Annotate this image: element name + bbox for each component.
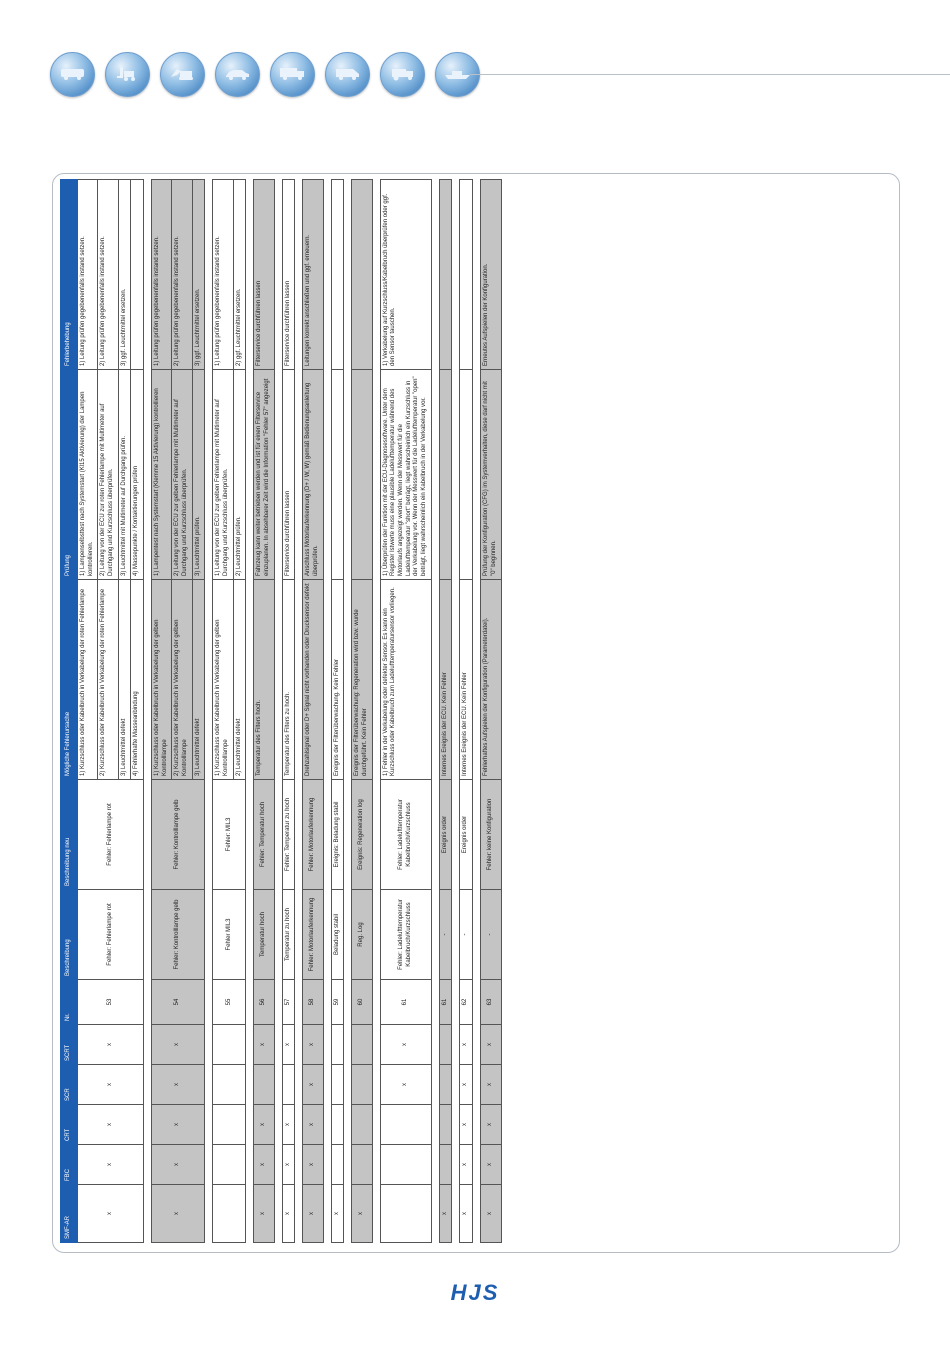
mark-samfar: x — [481, 1185, 501, 1243]
mark-samfar: x — [439, 1185, 452, 1243]
cell-behebung: Filterservice durchführen lassen — [282, 180, 295, 370]
spacer-cell — [431, 180, 439, 1243]
mark-scr — [331, 1065, 344, 1105]
mark-fbc: x — [254, 1145, 274, 1185]
error-description-new: Fehler: Temperatur zu hoch — [282, 780, 295, 890]
error-description: - — [460, 890, 473, 980]
error-number: 53 — [78, 980, 144, 1025]
cell-behebung — [439, 180, 452, 370]
cell-behebung: Erneutes Aufspielen der Konfiguration. — [481, 180, 501, 370]
table-row — [331, 180, 344, 1243]
spacer-cell — [473, 180, 481, 1243]
error-number: 62 — [460, 980, 473, 1025]
error-description-new: Ereignis order — [439, 780, 452, 890]
mark-samfar: x — [78, 1185, 144, 1243]
table-row — [481, 180, 501, 1243]
group-spacer — [295, 180, 303, 1243]
error-description-new: Ereignis order — [460, 780, 473, 890]
mark-crt — [331, 1105, 344, 1145]
error-number: 58 — [303, 980, 323, 1025]
col-header-crt: CRT — [61, 1105, 78, 1145]
mark-scrt: x — [460, 1025, 473, 1065]
table-header-row — [61, 180, 78, 1243]
table-row — [213, 180, 233, 1243]
group-spacer — [372, 180, 380, 1243]
mark-scrt: x — [152, 1025, 205, 1065]
mark-scrt — [213, 1025, 246, 1065]
mark-fbc — [439, 1145, 452, 1185]
cell-ursache: Internes Ereignis der ECU. Kein Fehler — [460, 580, 473, 780]
mark-crt: x — [254, 1105, 274, 1145]
spacer-cell — [452, 180, 460, 1243]
mark-samfar: x — [331, 1185, 344, 1243]
mark-samfar: x — [282, 1185, 295, 1243]
error-description-new: Fehler: Fehlerlampe rot — [78, 780, 144, 890]
cell-pruefung — [439, 370, 452, 580]
mark-fbc — [380, 1145, 431, 1185]
error-description: Fehler: Motorlauferkennung — [303, 890, 323, 980]
table-row — [282, 180, 295, 1243]
cell-ursache: 3) Leuchtmittel defekt — [192, 580, 205, 780]
cell-pruefung: 3) Leuchtmittel prüfen. — [192, 370, 205, 580]
group-spacer — [323, 180, 331, 1243]
table-row — [152, 180, 172, 1243]
cell-behebung: 3) ggf. Leuchtmittel ersetzen. — [118, 180, 131, 370]
group-spacer — [274, 180, 282, 1243]
error-number: 60 — [352, 980, 372, 1025]
mark-crt — [352, 1105, 372, 1145]
error-description-new: Fehler: Ladelufttemperatur Kabelbruch/Kurzschluss — [380, 780, 431, 890]
mark-scrt: x — [481, 1025, 501, 1065]
cell-behebung — [331, 180, 344, 370]
mark-crt — [213, 1105, 246, 1145]
mark-scr: x — [78, 1065, 144, 1105]
cell-ursache: Ereignis der Filterüberwachung: Regeneration wird bzw. wurde durchgeführt. Kein Fehler — [352, 580, 372, 780]
mark-fbc: x — [460, 1145, 473, 1185]
error-table-rotated — [60, 180, 706, 1243]
error-description-new: Fehler: keine Konfiguration — [481, 780, 501, 890]
cell-pruefung: 4) Massepunkte / Kontaktierungen prüfen — [131, 370, 144, 580]
error-description-new: Ereignis: Beladung stabil — [331, 780, 344, 890]
mark-scr: x — [152, 1065, 205, 1105]
spacer-cell — [205, 180, 213, 1243]
error-number: 54 — [152, 980, 205, 1025]
cell-behebung — [131, 180, 144, 370]
mark-samfar — [213, 1185, 246, 1243]
cell-pruefung: Anschluss Motorlauferkennung (D+ / W, W) gemäß Bedienungsanleitung überprüfen. — [303, 370, 323, 580]
mark-scrt — [439, 1025, 452, 1065]
cell-behebung: Filterservice durchführen lassen — [254, 180, 274, 370]
cell-pruefung: Prüfung der Konfiguration (CFG) im Systemverhalten, diese darf nicht mit "0" beginnen. — [481, 370, 501, 580]
table-row — [254, 180, 274, 1243]
error-number: 56 — [254, 980, 274, 1025]
mark-crt: x — [481, 1105, 501, 1145]
mark-scrt — [331, 1025, 344, 1065]
mark-fbc: x — [282, 1145, 295, 1185]
cell-pruefung: 1) Lampenselbsttest nach Systemstart (Kl15 Aktivierung) der Lampen kontrollieren. — [78, 370, 98, 580]
tractor-icon — [380, 52, 425, 97]
cell-behebung — [352, 180, 372, 370]
error-number: 61 — [439, 980, 452, 1025]
col-header-nr: Nr. — [61, 980, 78, 1025]
mark-scrt: x — [78, 1025, 144, 1065]
cell-behebung: 1) Leitung prüfen gegebenenfalls instand setzen. — [152, 180, 172, 370]
table-row — [352, 180, 372, 1243]
cell-pruefung — [460, 370, 473, 580]
error-description: Temperatur zu hoch — [282, 890, 295, 980]
mark-scr — [352, 1065, 372, 1105]
hjs-logo — [430, 1280, 520, 1309]
cell-ursache: 2) Kurzschluss oder Kabelbruch in Verkabelung der roten Fehlerlampe — [98, 580, 118, 780]
mark-scr — [254, 1065, 274, 1105]
spacer-cell — [274, 180, 282, 1243]
error-description: - — [439, 890, 452, 980]
cell-behebung — [460, 180, 473, 370]
cell-pruefung: 1) Leitung von der ECU zur gelben Fehlerlampe mit Multimeter auf Durchgang und Kurzschluss überprüfen. — [213, 370, 233, 580]
header-rule — [470, 74, 950, 75]
mark-fbc: x — [152, 1145, 205, 1185]
mark-samfar: x — [460, 1185, 473, 1243]
error-description: Fehler MIL3 — [213, 890, 246, 980]
cell-behebung: 3) ggf. Leuchtmittel ersetzen. — [192, 180, 205, 370]
group-spacer — [452, 180, 460, 1243]
cell-ursache: Temperatur des Filters zu hoch. — [282, 580, 295, 780]
spacer-cell — [295, 180, 303, 1243]
error-description: Temperatur hoch — [254, 890, 274, 980]
error-description: Fehler: Ladelufttemperatur Kabelbruch/Kurzschluss — [380, 890, 431, 980]
mark-scr — [282, 1065, 295, 1105]
cell-pruefung: Filterservice durchführen lassen — [282, 370, 295, 580]
error-description: Beladung stabil — [331, 890, 344, 980]
truck-icon — [270, 52, 315, 97]
mark-scr: x — [303, 1065, 323, 1105]
cell-ursache: Ereignis der Filterüberwachung. Kein Fehler — [331, 580, 344, 780]
error-number: 55 — [213, 980, 246, 1025]
error-number: 63 — [481, 980, 501, 1025]
vehicle-icon-strip — [50, 52, 480, 97]
table-row — [439, 180, 452, 1243]
cell-behebung: Leitungen korrekt anschließen und ggf. erneuern. — [303, 180, 323, 370]
col-header-ursache: Mögliche Fehlerursache — [61, 580, 78, 780]
cell-behebung: 2) Leitung prüfen gegebenenfalls instand setzen. — [172, 180, 192, 370]
col-header-beschreibung: Beschreibung — [61, 890, 78, 980]
cell-ursache: 1) Kurzschluss oder Kabelbruch in Verkabelung der gelben Kontrolllampe — [152, 580, 172, 780]
cell-behebung: 2) Leitung prüfen gegebenenfalls instand setzen. — [98, 180, 118, 370]
col-header-fbc: FBC — [61, 1145, 78, 1185]
error-number: 61 — [380, 980, 431, 1025]
group-spacer — [344, 180, 352, 1243]
cell-pruefung: 2) Leitung von der ECU zur gelben Fehlerlampe mit Multimeter auf Durchgang und Kurzschluss überprüfen. — [172, 370, 192, 580]
group-spacer — [205, 180, 213, 1243]
cell-pruefung: 2) Leitung von der ECU zur roten Fehlerlampe mit Multimeter auf Durchgang und Kurzschluss überprüfen. — [98, 370, 118, 580]
cell-ursache: Fehlerhaftes Aufspielen der Konfiguration (Parameterdatei). — [481, 580, 501, 780]
cell-pruefung: 1) Lampentest nach Systemstart (Klemme 15 Aktivierung) kontrollieren — [152, 370, 172, 580]
col-header-scr: SCR — [61, 1065, 78, 1105]
error-description-new: Fehler: Motorlauferkennung — [303, 780, 323, 890]
group-spacer — [144, 180, 152, 1243]
col-header-scrt: SCRT — [61, 1025, 78, 1065]
cell-ursache: Temperatur des Filters hoch. — [254, 580, 274, 780]
mark-samfar: x — [352, 1185, 372, 1243]
error-description: Fehler: Fehlerlampe rot — [78, 890, 144, 980]
error-description-new: Fehler: Kontrolllampe gelb — [152, 780, 205, 890]
cell-ursache: 1) Kurzschluss oder Kabelbruch in Verkabelung der gelben Kontrolllampe — [213, 580, 233, 780]
cell-pruefung: 2) Leuchtmittel prüfen. — [233, 370, 246, 580]
mark-scrt: x — [303, 1025, 323, 1065]
van-icon — [325, 52, 370, 97]
mark-scr — [213, 1065, 246, 1105]
cell-pruefung: Fahrzeug kann weiter betrieben werden und ist für einen Filterservice einzuplanen. In absehbarer Zeit wird die Information "Fehler 57" angezeigt — [254, 370, 274, 580]
mark-fbc: x — [481, 1145, 501, 1185]
mark-scr: x — [481, 1065, 501, 1105]
mark-scrt: x — [254, 1025, 274, 1065]
cell-ursache: Drehzahlsignal oder D+ Signal nicht vorhanden oder Drucksensor defekt — [303, 580, 323, 780]
mark-crt: x — [282, 1105, 295, 1145]
mark-scr: x — [380, 1065, 431, 1105]
error-description: Fehler: Kontrolllampe gelb — [152, 890, 205, 980]
col-header-behebung: Fehlerbehebung — [61, 180, 78, 370]
cell-ursache: 4) Fehlerhafte Masseanbindung — [131, 580, 144, 780]
mark-samfar — [380, 1185, 431, 1243]
error-description-new: Ereignis: Regeneration log — [352, 780, 372, 890]
spacer-cell — [323, 180, 331, 1243]
col-header-beschreibung-neu: Beschreibung neu — [61, 780, 78, 890]
mark-crt: x — [78, 1105, 144, 1145]
logo-text: HJS — [450, 1280, 500, 1304]
mark-crt: x — [460, 1105, 473, 1145]
error-number: 57 — [282, 980, 295, 1025]
cell-ursache: 2) Leuchtmittel defekt — [233, 580, 246, 780]
cell-pruefung: 3) Leuchtmittel mit Multimeter auf Durchgang prüfen. — [118, 370, 131, 580]
table-row — [303, 180, 323, 1243]
cell-pruefung: 1) Überprüfen der Funktion mit der ECU-Diagnosesoftware. Unter dem Register Istwerte muss eine plausible Ladelufttemperatur während des Motorlaufs angezeigt werden. Wenn der Messwert für die Ladelufttemperatur "short" beträgt, liegt wahrscheinlich ein Kurzschluss in der Verkabelung vor. Wenn der Messwert für die Ladelufttemperatur "open" beträgt, liegt wahrscheinlich ein Kabelbruch in der Verkabelung vor. — [380, 370, 431, 580]
mark-fbc — [352, 1145, 372, 1185]
cell-behebung: 2) ggf. Leuchtmittel ersetzen. — [233, 180, 246, 370]
mark-scrt: x — [282, 1025, 295, 1065]
cell-behebung: 1) Leitung prüfen gegebenenfalls instand setzen. — [213, 180, 233, 370]
group-spacer — [431, 180, 439, 1243]
error-description-new: Fehler: Temperatur hoch — [254, 780, 274, 890]
error-description: Reg. Log — [352, 890, 372, 980]
mark-scrt — [352, 1025, 372, 1065]
mark-scr — [439, 1065, 452, 1105]
cell-ursache: Internes Ereignis der ECU. Kein Fehler — [439, 580, 452, 780]
group-spacer — [246, 180, 254, 1243]
table-row — [78, 180, 98, 1243]
mark-samfar: x — [152, 1185, 205, 1243]
mark-crt — [380, 1105, 431, 1145]
mark-crt: x — [303, 1105, 323, 1145]
car-icon — [215, 52, 260, 97]
mark-scr: x — [460, 1065, 473, 1105]
spacer-cell — [144, 180, 152, 1243]
table-row — [460, 180, 473, 1243]
excavator-icon — [160, 52, 205, 97]
error-description: - — [481, 890, 501, 980]
spacer-cell — [372, 180, 380, 1243]
mark-samfar: x — [303, 1185, 323, 1243]
cell-ursache: 2) Kurzschluss oder Kabelbruch in Verkabelung der gelben Kontrolllampe — [172, 580, 192, 780]
mark-samfar: x — [254, 1185, 274, 1243]
cell-ursache: 1) Fehler in der Verkabelung oder defekter Sensor. Es kann ein Kurzschluss oder Kabelbruch zum Ladelufttemperatursensor vorliegen. — [380, 580, 431, 780]
col-header-samfar: SMF-AR — [61, 1185, 78, 1243]
mark-scrt: x — [380, 1025, 431, 1065]
col-header-pruefung: Prüfung — [61, 370, 78, 580]
error-description-new: Fehler: MIL3 — [213, 780, 246, 890]
mark-fbc — [213, 1145, 246, 1185]
mark-fbc: x — [303, 1145, 323, 1185]
bus-icon — [50, 52, 95, 97]
error-number: 59 — [331, 980, 344, 1025]
table-row — [380, 180, 431, 1243]
error-code-table — [60, 179, 502, 1243]
spacer-cell — [246, 180, 254, 1243]
cell-pruefung — [331, 370, 344, 580]
mark-fbc — [331, 1145, 344, 1185]
group-spacer — [473, 180, 481, 1243]
cell-behebung: 1) Leitung prüfen gegebenenfalls instand setzen. — [78, 180, 98, 370]
mark-crt: x — [152, 1105, 205, 1145]
forklift-icon — [105, 52, 150, 97]
cell-ursache: 3) Leuchtmittel defekt — [118, 580, 131, 780]
cell-ursache: 1) Kurzschluss oder Kabelbruch in Verkabelung der roten Fehlerlampe — [78, 580, 98, 780]
cell-pruefung — [352, 370, 372, 580]
mark-fbc: x — [78, 1145, 144, 1185]
spacer-cell — [344, 180, 352, 1243]
mark-crt — [439, 1105, 452, 1145]
cell-behebung: 1) Verkabelung auf Kurzschluss/Kabelbruch überprüfen oder ggf. den Sensor tauschen. — [380, 180, 431, 370]
